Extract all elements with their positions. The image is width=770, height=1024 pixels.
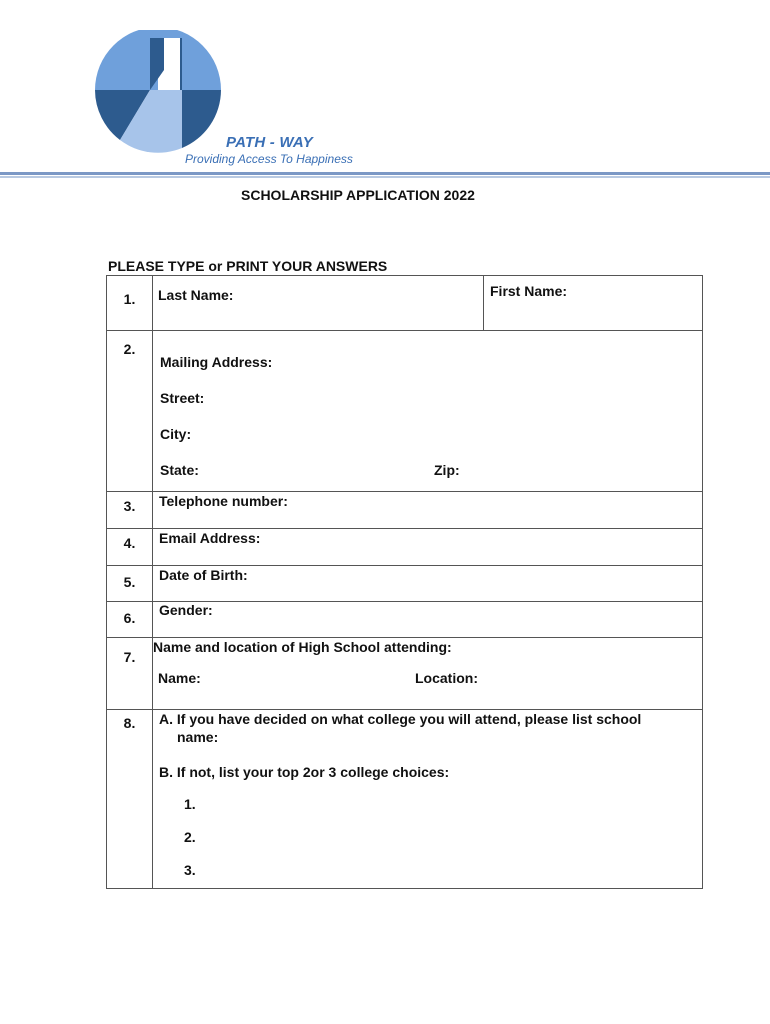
telephone-field[interactable] [153,492,703,529]
college-choice-1: 1. [184,796,196,812]
form-row-email [107,529,703,566]
application-form-table [106,275,703,889]
street-label: Street: [160,390,205,406]
form-row-college [107,710,703,889]
zip-label: Zip: [434,462,460,478]
row-number: 6. [107,602,153,638]
row-number: 2. [107,331,153,492]
high-school-name-label: Name: [158,670,201,686]
row-number: 1. [107,276,153,331]
form-row-telephone [107,492,703,529]
header-divider [0,172,770,179]
form-row-high-school [107,638,703,710]
high-school-heading: Name and location of High School attending: [153,639,452,655]
high-school-location-label: Location: [415,670,478,686]
last-name-label: Last Name: [158,287,234,303]
row-number: 3. [107,492,153,529]
row-number: 8. [107,710,153,889]
first-name-field[interactable] [484,276,703,331]
row-number: 7. [107,638,153,710]
email-field[interactable] [153,529,703,566]
high-school-field[interactable] [153,638,703,710]
row-number: 5. [107,566,153,602]
first-name-label: First Name: [490,283,568,299]
page-title: SCHOLARSHIP APPLICATION 2022 [241,187,475,203]
form-row-gender [107,602,703,638]
row-number: 4. [107,529,153,566]
college-field[interactable] [153,710,703,889]
date-of-birth-field[interactable] [153,566,703,602]
pathway-logo [92,30,372,170]
college-question-a-cont: name: [177,729,219,745]
gender-field[interactable] [153,602,703,638]
telephone-label: Telephone number: [159,493,288,509]
college-choice-3: 3. [184,862,196,878]
form-row-name [107,276,703,331]
city-label: City: [160,426,192,442]
college-choice-2: 2. [184,829,196,845]
brand-tagline: Providing Access To Happiness [185,152,353,166]
form-row-dob [107,566,703,602]
email-label: Email Address: [159,530,261,546]
last-name-field[interactable] [153,276,484,331]
college-question-b: B. If not, list your top 2or 3 college choices: [159,764,450,780]
brand-name: PATH - WAY [226,134,313,151]
state-label: State: [160,462,199,478]
college-question-a: A. If you have decided on what college you will attend, please list school [159,711,642,727]
instructions: PLEASE TYPE or PRINT YOUR ANSWERS [108,258,388,274]
mailing-address-label: Mailing Address: [160,354,273,370]
form-row-address [107,331,703,492]
logo-pie-graphic [92,30,232,170]
date-of-birth-label: Date of Birth: [159,567,248,583]
gender-label: Gender: [159,602,213,618]
mailing-address-field[interactable] [153,331,703,492]
